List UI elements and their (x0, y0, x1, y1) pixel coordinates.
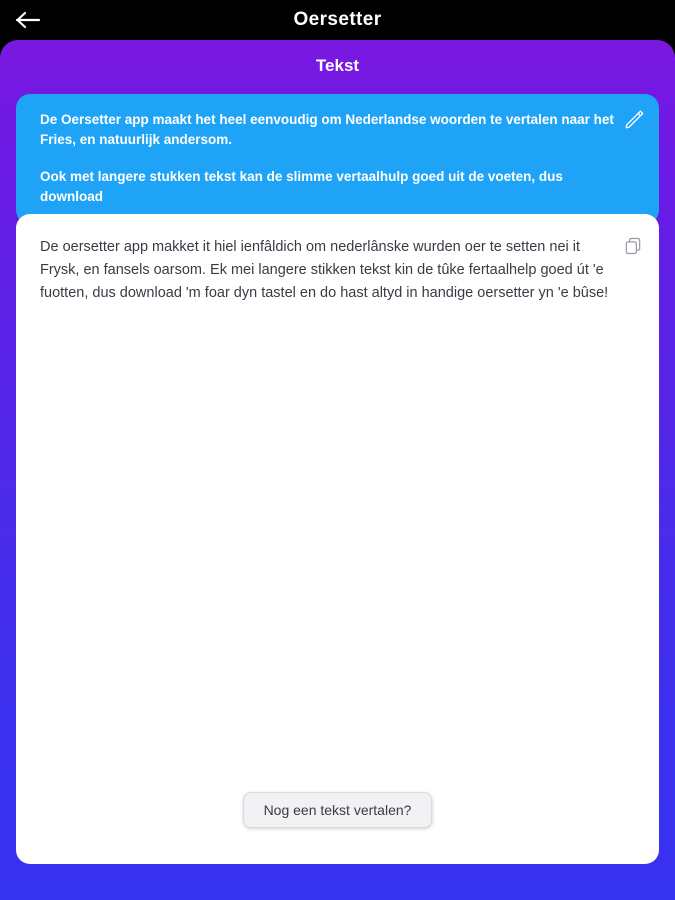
translate-again-button[interactable]: Nog een tekst vertalen? (243, 792, 433, 828)
translation-page (0, 40, 675, 900)
page-title: Oersetter (293, 9, 382, 30)
copy-icon[interactable] (623, 236, 643, 256)
pencil-icon[interactable] (623, 108, 645, 130)
result-text: De oersetter app makket it hiel ienfâldich om nederlânske wurden oer te setten nei it Frysk, en fansels oarsom. Ek mei langere stikken tekst kin de tûke fertaalhelp goed út 'e fuotten, dus download 'm foar dyn tastel en do hast altyd in handige oersetter yn 'e bûse! (40, 239, 609, 302)
source-paragraph-2: Ook met langere stukken tekst kan de slimme vertaalhulp goed uit de voeten, dus download (40, 169, 563, 204)
source-text-card[interactable] (16, 94, 659, 224)
source-paragraph-1: De Oersetter app maakt het heel eenvoudig om Nederlandse woorden te vertalen naar het Fries, en natuurlijk andersom. (40, 112, 614, 147)
result-text-card[interactable] (16, 214, 659, 864)
app-bar (0, 0, 675, 40)
section-title-tekst: Tekst (315, 56, 360, 75)
